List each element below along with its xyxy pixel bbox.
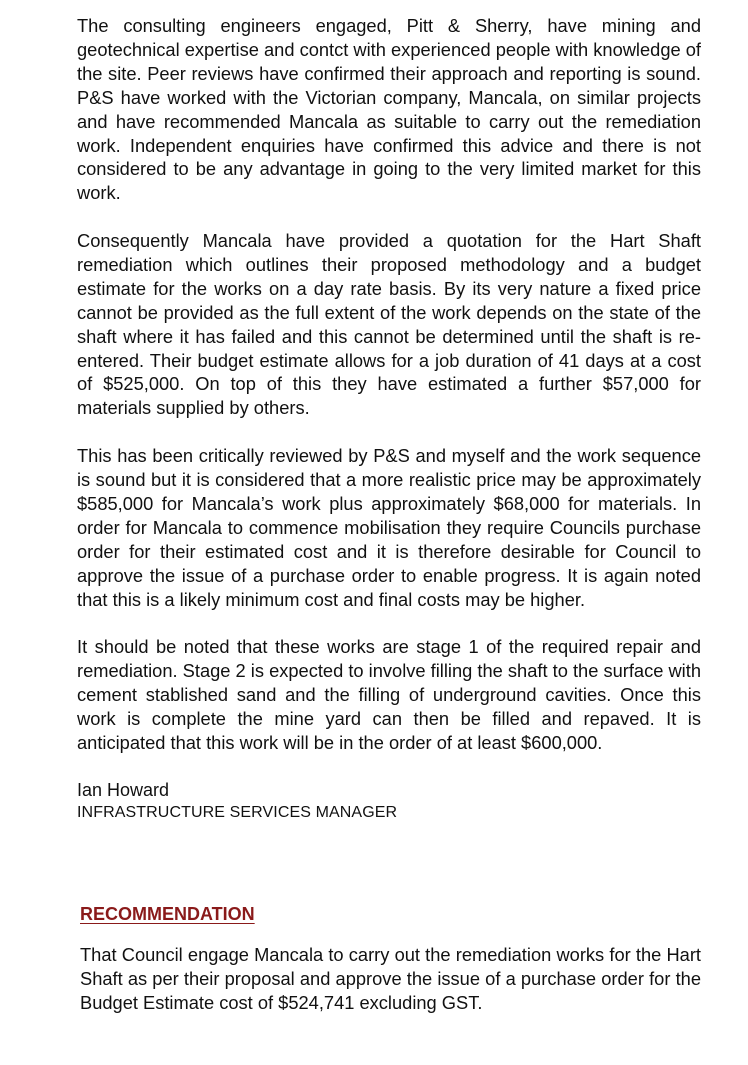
recommendation-text: That Council engage Mancala to carry out the remediation works for the Hart Shaft as per their proposal and approve the issue of a purchase order for the Budget Estimate cost of $524,741 excluding GST. [80, 944, 701, 1013]
recommendation-section [80, 902, 701, 1015]
paragraph-consultants: The consulting engineers engaged, Pitt & Sherry, have mining and geotechnical expertise and contct with experienced people with knowledge of the site. Peer reviews have confirmed their approach and reporting is sound. P&S have worked with the Victorian company, Mancala, on similar projects and have recommended Mancala as suitable to carry out the remediation work. Independent enquiries have confirmed this advice and there is not considered to be any advantage in going to the very limited market for this work. [77, 15, 701, 204]
recommendation-heading: RECOMMENDATION [80, 904, 255, 924]
report-body [77, 14, 701, 824]
paragraph-review: This has been critically reviewed by P&S and myself and the work sequence is sound but it is considered that a more realistic price may be approximately $585,000 for Mancala’s work plus approximately $68,000 for materials. In order for Mancala to commence mobilisation they require Councils purchase order for their estimated cost and it is therefore desirable for Council to approve the issue of a purchase order to enable progress. It is again noted that this is a likely minimum cost and final costs may be higher. [77, 445, 701, 610]
paragraph-quotation: Consequently Mancala have provided a quotation for the Hart Shaft remediation which outlines their proposed methodology and a budget estimate for the works on a day rate basis. By its very nature a fixed price cannot be provided as the full extent of the work depends on the state of the shaft where it has failed and this cannot be determined until the shaft is re-entered. Their budget estimate allows for a job duration of 41 days at a cost of $525,000. On top of this they have estimated a further $57,000 for materials supplied by others. [77, 230, 701, 419]
signature-name: Ian Howard [77, 779, 170, 800]
paragraph-stage-two: It should be noted that these works are stage 1 of the required repair and remediation. Stage 2 is expected to involve filling the shaft to the surface with cement stablished sand and the filling of underground cavities. Once this work is complete the mine yard can then be filled and repaved. It is anticipated that this work will be in the order of at least $600,000. [77, 636, 701, 753]
signature-title: INFRASTRUCTURE SERVICES MANAGER [77, 803, 398, 821]
signature-block [77, 779, 701, 824]
